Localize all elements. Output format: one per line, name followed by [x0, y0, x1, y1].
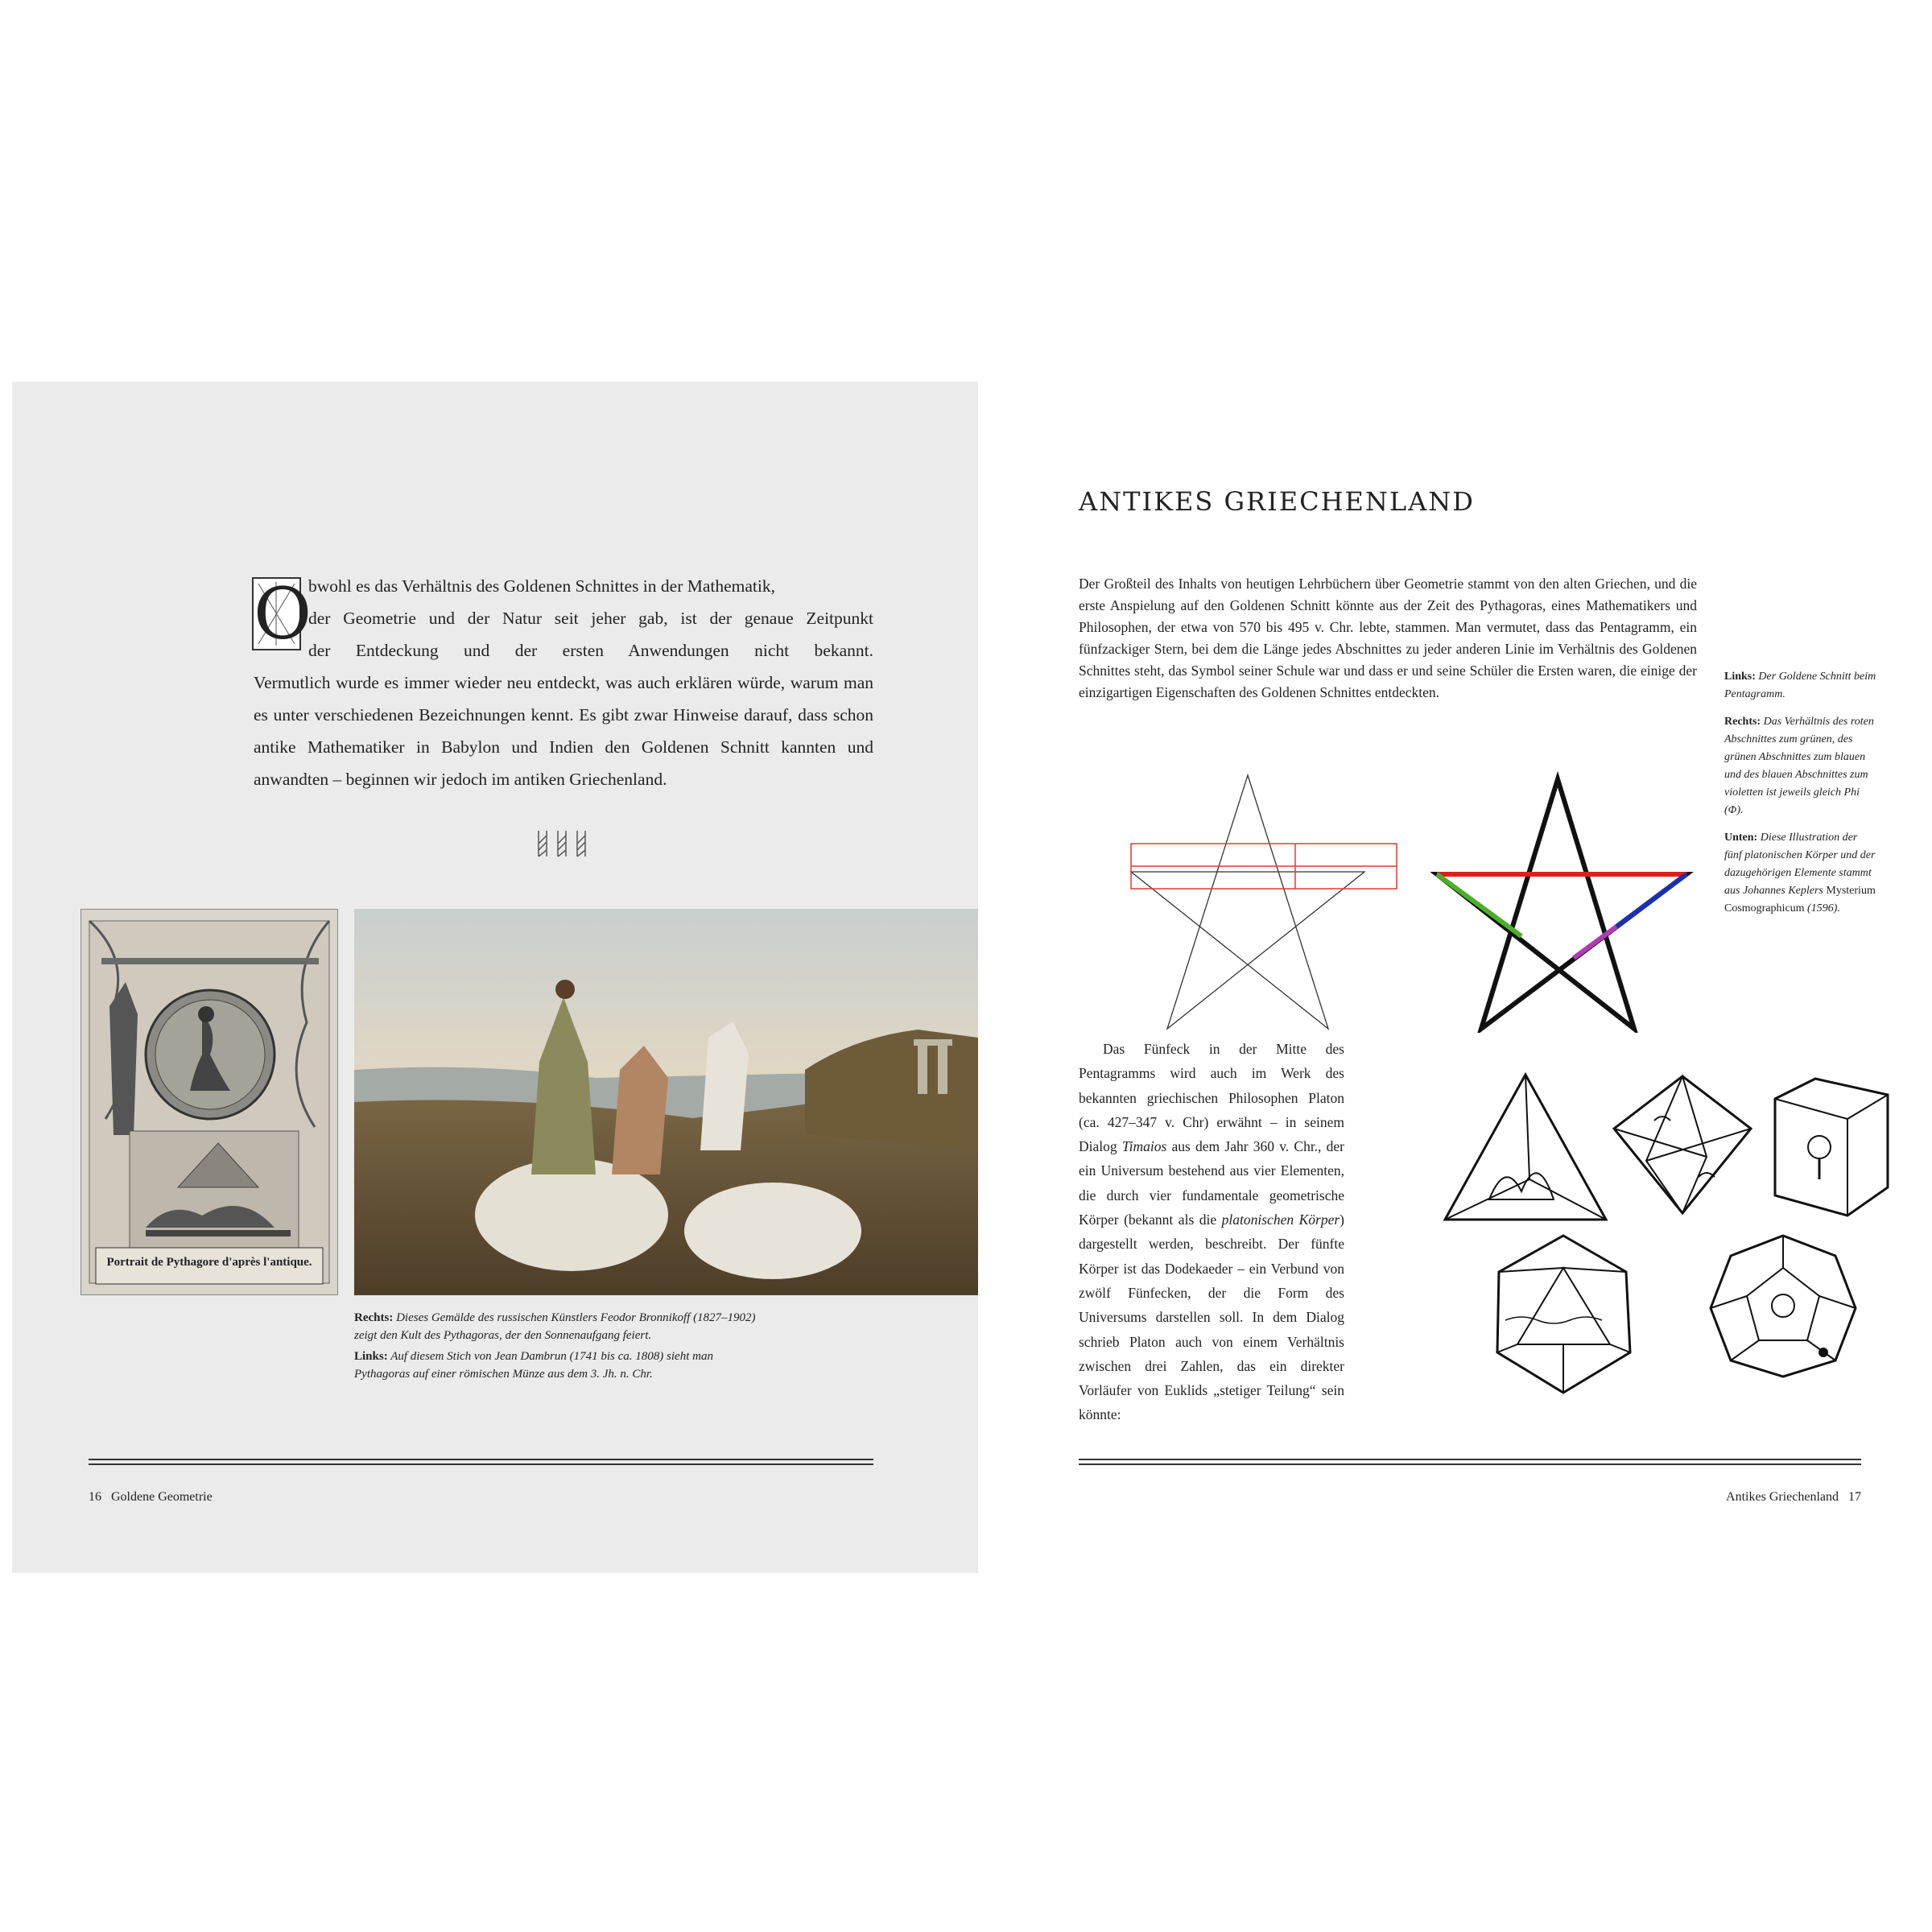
- intro-line-2: der Geometrie und der Natur seit jeher gab, ist der genaue Zeitpunkt: [308, 609, 873, 628]
- sidenote-unten-text-c: (1596).: [1804, 902, 1840, 914]
- running-title-right: Antikes Griechenland: [1726, 1490, 1839, 1504]
- page-number-left: 16: [89, 1490, 101, 1504]
- paragraph-2-part-c: aus dem Jahr 360 v. Chr., der ein Universum bestehend aus vier Elementen, die durch vier fundamentale geometrische Körper (bekannt als die: [1079, 1138, 1344, 1228]
- running-title-left: Goldene Geometrie: [111, 1490, 213, 1504]
- page-heading: ANTIKES GRIECHENLAND: [1079, 486, 1475, 517]
- paragraph-2-timaios: Timaios: [1121, 1138, 1167, 1155]
- intro-text: [254, 570, 873, 795]
- segment-green: [1437, 874, 1521, 936]
- colored-pentagram-diagram: [1429, 771, 1703, 1033]
- caption-links-label: Links:: [354, 1350, 388, 1363]
- tetrahedron-fire-woodcut: [1441, 1071, 1610, 1224]
- intro-line-3: der Entdeckung und der ersten Anwendungen nicht bekannt.: [308, 641, 873, 660]
- sidenote-unten-title: Mysterium Cosmographicum: [1724, 885, 1876, 914]
- intro-rest: Vermutlich wurde es immer wieder neu entdeckt, was auch erklären würde, warum man es unter verschiedenen Bezeichnungen kennt. Es gibt zwar Hinweise darauf, dass schon antike Mathematiker in Babylon und Indien den Goldenen Schnitt kannten und anwandten – beginnen wir jedoch im antiken Griechenland.: [254, 673, 873, 789]
- section-ornament: [535, 829, 592, 858]
- paragraph-2-part-a: Das Fünfeck in der Mitte des Pentagramms wird auch im Werk des bekannten griechischen Philosophen Platon (ca. 427–347 v. Chr) erwähnt – in seinem Dialog: [1079, 1041, 1344, 1155]
- footer-rule-left: [89, 1459, 873, 1465]
- folio-right: [1726, 1490, 1861, 1505]
- segment-blue: [1616, 874, 1686, 927]
- icosahedron-water-woodcut: [1489, 1232, 1638, 1397]
- pythagoras-engraving: [80, 909, 338, 1295]
- octahedron-air-woodcut: [1610, 1072, 1755, 1217]
- intro-line-1: bwohl es das Verhältnis des Goldenen Schnittes in der Mathematik,: [308, 576, 775, 596]
- page-number-right: 17: [1848, 1490, 1861, 1504]
- engraving-caption: Portrait de Pythagore d'après l'antique.: [106, 1256, 312, 1269]
- footer-rule-right: [1079, 1459, 1861, 1465]
- painting-illustration: [354, 909, 978, 1295]
- caption-links-text: Auf diesem Stich von Jean Dambrun (1741 bis ca. 1808) sieht man Pythagoras auf einer römischen Münze aus dem 3. Jh. n. Chr.: [354, 1350, 713, 1381]
- sidenote-unten-text-a: Diese Illustration der fünf platonischen Körper und der dazugehörigen Elemente stammt aus Johannes Keplers: [1724, 832, 1876, 897]
- right-sidenotes: [1724, 668, 1877, 927]
- sidenote-links-text: Der Goldene Schnitt beim Pentagramm.: [1724, 671, 1876, 700]
- engraving-illustration: [81, 910, 337, 1294]
- caption-rechts-text: Dieses Gemälde des russischen Künstlers Feodor Bronnikoff (1827–1902) zeigt den Kult des Pythagoras, der den Sonnenaufgang feiert.: [354, 1311, 756, 1342]
- left-captions: [354, 1309, 757, 1386]
- paragraph-2-part-e: ) dargestellt werden, beschreibt. Der fünfte Körper ist das Dodekaeder – ein Verbund von zwölf Fünfecken, der die Form des Universums darstellen soll. In dem Dialog schrieb Platon auch von einem Verhältnis zwischen drei Zahlen, das ein direkter Vorläufer von Euklids „stetiger Teilung“ sein könnte:: [1079, 1212, 1344, 1423]
- sidenote-rechts-text: Das Verhältnis des roten Abschnittes zum grünen, des grünen Abschnittes zum blauen und des blauen Abschnittes zum violetten ist jeweils gleich Phi (Φ).: [1724, 716, 1874, 816]
- cube-earth-woodcut: [1767, 1075, 1896, 1220]
- dodecahedron-universe-woodcut: [1707, 1232, 1860, 1381]
- pentagram-golden-ratio-diagram: [1123, 771, 1413, 1033]
- bronnikoff-painting: [354, 909, 978, 1295]
- sidenote-rechts-label: Rechts:: [1724, 716, 1761, 728]
- sidenote-links-label: Links:: [1724, 671, 1756, 683]
- paragraph-2-platonic: platonischen Körper: [1221, 1212, 1340, 1228]
- drop-cap-letter: O: [254, 572, 312, 655]
- body-paragraph-1: [1079, 573, 1697, 704]
- folio-left: [89, 1490, 213, 1505]
- sidenote-unten-label: Unten:: [1724, 832, 1758, 844]
- caption-rechts-label: Rechts:: [354, 1311, 394, 1324]
- paragraph-1: Der Großteil des Inhalts von heutigen Lehrbüchern über Geometrie stammt von den alten Griechen, und die erste Anspielung auf den Goldenen Schnitt könnte aus der Zeit des Pythagoras, eines Mathematikers und Philosophen, der etwa von 570 bis 495 v. Chr. lebte, stammen. Man vermutet, dass das Pentagramm, ein fünfzackiger Stern, bei dem die Länge jedes Abschnittes zu jeder anderen Linie im Verhältnis des Goldenen Schnittes steht, das Symbol seiner Schule war und dass er und seine Schüler die Ersten waren, die einige der einzigartigen Eigenschaften des Goldenen Schnittes entdeckten.: [1079, 576, 1697, 700]
- pentagram-black: [1131, 775, 1364, 1029]
- body-paragraph-2: [1079, 1037, 1344, 1427]
